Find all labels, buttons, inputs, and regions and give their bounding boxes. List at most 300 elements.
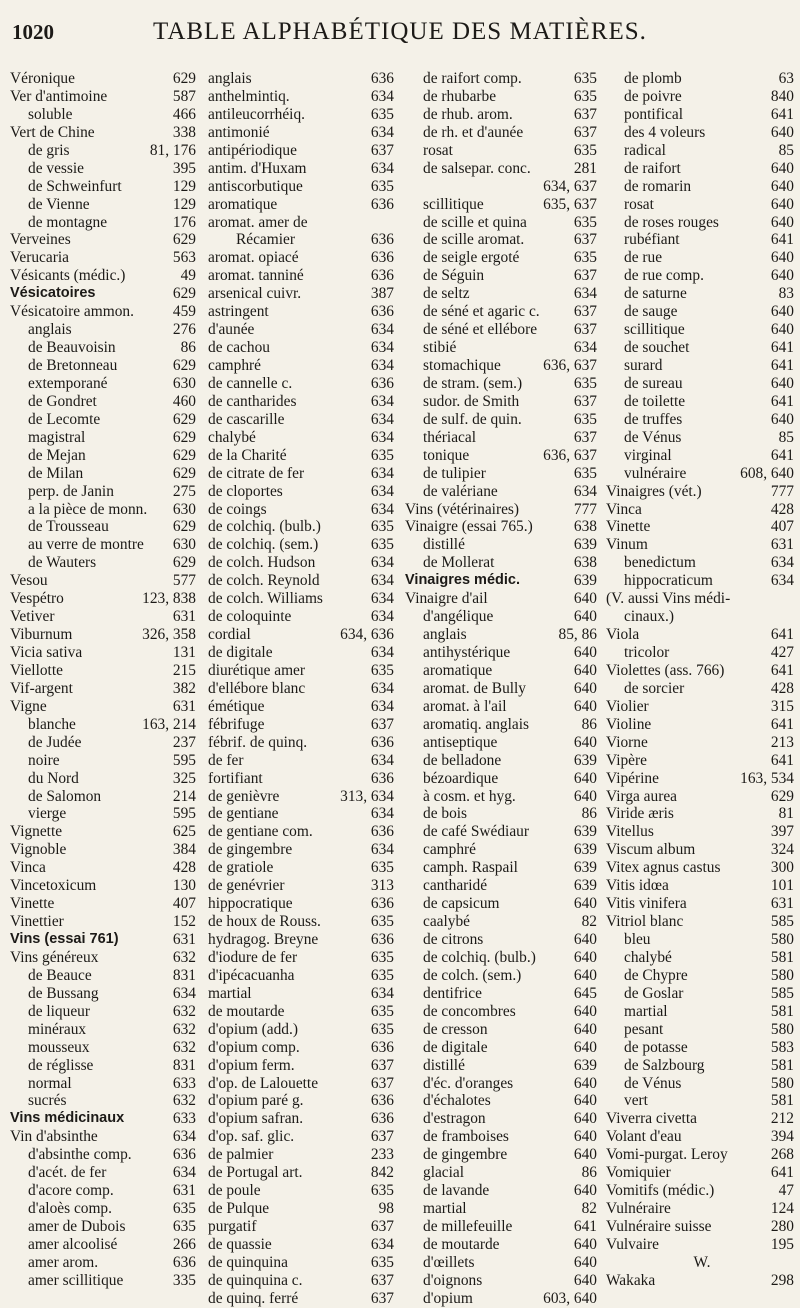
entry-term: de saturne (624, 285, 687, 303)
index-entry (10, 752, 200, 770)
entry-pages: 634 (370, 357, 394, 374)
entry-term: d'estragon (423, 1110, 486, 1128)
entry-term: Vulvaire (606, 1235, 659, 1253)
entry-pages: 47 (778, 1182, 794, 1200)
entry-pages: 636 (370, 231, 394, 249)
index-entry (10, 823, 200, 841)
entry-pages: 101 (770, 877, 794, 895)
index-entry (10, 518, 200, 536)
index-entry (606, 967, 798, 985)
entry-pages: 581 (770, 948, 794, 966)
entry-pages: 636, 637 (543, 446, 597, 464)
entry-term: Vinaigres médic. (405, 572, 520, 589)
index-entry (208, 249, 398, 267)
index-entry (208, 554, 398, 572)
entry-term: vert (624, 1092, 648, 1110)
index-entry (606, 913, 798, 931)
entry-term: Vitex agnus castus (606, 859, 721, 877)
index-entry (10, 590, 200, 608)
entry-pages: 195 (770, 1235, 794, 1253)
entry-term: d'opium (add.) (208, 1020, 298, 1038)
index-entry (606, 536, 798, 554)
entry-term: Virga aurea (606, 787, 678, 805)
entry-term: de tulipier (423, 464, 486, 482)
entry-term: de gratiole (208, 859, 274, 877)
entry-pages: 581 (770, 1092, 794, 1110)
entry-term: Viola (606, 626, 640, 644)
index-entry (208, 985, 398, 1003)
entry-term: bleu (624, 931, 651, 948)
entry-pages: 640 (573, 1253, 597, 1271)
entry-term: vulnéraire (624, 464, 687, 482)
entry-term: de gingembre (208, 841, 293, 859)
index-entry (606, 1057, 798, 1075)
entry-term: amer scillitique (28, 1271, 124, 1289)
index-entry (10, 1218, 200, 1236)
entry-pages: 634 (370, 697, 394, 715)
index-entry (208, 1254, 398, 1272)
index-entry (405, 303, 601, 321)
entry-term: blanche (28, 715, 76, 733)
entry-term: de Salomon (28, 787, 102, 805)
entry-pages: 640 (770, 410, 794, 428)
index-entry (208, 303, 398, 321)
entry-term: de millefeuille (423, 1218, 513, 1235)
entry-pages: 639 (573, 536, 597, 554)
entry-pages: 324 (770, 841, 794, 859)
entry-pages: 636 (370, 733, 394, 751)
entry-term: aromat. amer de (208, 213, 308, 231)
entry-term: Vin d'absinthe (10, 1128, 98, 1146)
entry-pages: 86 (581, 805, 597, 823)
index-entry (208, 1039, 398, 1057)
index-entry (606, 1146, 798, 1164)
index-entry (606, 626, 798, 644)
entry-term: Récamier (236, 231, 295, 249)
entry-term: tonique (423, 446, 470, 464)
entry-term: benedictum (624, 554, 696, 572)
index-entry (606, 178, 798, 196)
entry-term: de la Charité (208, 446, 287, 464)
index-entry (606, 70, 798, 88)
index-entry (606, 590, 798, 608)
entry-term: Volant d'eau (606, 1128, 682, 1146)
entry-pages: 635 (370, 105, 394, 123)
entry-term: Viorne (606, 733, 648, 751)
entry-pages: 635 (370, 518, 394, 536)
index-entry (10, 501, 200, 519)
index-entry (405, 196, 601, 214)
index-entry (405, 805, 601, 823)
index-entry (10, 429, 200, 447)
index-entry (606, 859, 798, 877)
entry-pages: 641 (573, 1218, 597, 1235)
entry-pages: 640 (573, 590, 597, 608)
entry-term: d'op. de Lalouette (208, 1074, 319, 1092)
entry-term: de liqueur (28, 1002, 90, 1020)
entry-pages: 632 (172, 1020, 196, 1038)
entry-term: d'op. saf. glic. (208, 1128, 295, 1146)
entry-pages: 427 (770, 644, 794, 661)
entry-term: de rue (624, 249, 663, 267)
index-entry (405, 1146, 601, 1164)
index-entry (405, 429, 601, 447)
entry-pages: 639 (573, 572, 597, 590)
entry-pages: 85 (778, 428, 794, 446)
index-entry (405, 734, 601, 752)
entry-term: martial (423, 1200, 467, 1218)
entry-pages: 587 (172, 87, 196, 105)
entry-pages: 394 (770, 1128, 794, 1146)
entry-pages: 641 (770, 339, 794, 357)
entry-term: antihystérique (423, 644, 511, 661)
entry-pages: 633 (172, 1074, 196, 1092)
entry-term: d'ipécacuanha (208, 966, 295, 984)
index-entry (208, 788, 398, 806)
entry-term: mousseux (28, 1038, 90, 1056)
entry-term: de plomb (624, 70, 682, 87)
entry-pages: 640 (573, 1110, 597, 1128)
entry-term: hippocratique (208, 895, 293, 913)
entry-term: magistral (28, 428, 86, 446)
entry-term: (V. aussi Vins médi- (606, 590, 731, 608)
index-entry (606, 931, 798, 949)
entry-pages: 629 (172, 285, 196, 303)
entry-pages: 629 (172, 410, 196, 428)
entry-pages: 637 (370, 1128, 394, 1146)
entry-term: antimonié (208, 123, 270, 141)
entry-term: Vins (vétérinaires) (405, 500, 520, 518)
entry-term: Vif-argent (10, 679, 73, 697)
index-entry (606, 770, 798, 788)
entry-term: de lavande (423, 1182, 490, 1200)
entry-term: de quinquina c. (208, 1271, 303, 1289)
entry-term: d'absinthe comp. (28, 1146, 132, 1164)
index-entry (208, 1200, 398, 1218)
index-entry (405, 1290, 601, 1308)
index-entry (606, 1003, 798, 1021)
entry-term: chalybé (208, 428, 256, 446)
index-entry (208, 895, 398, 913)
entry-term: Vinaigre (essai 765.) (405, 518, 533, 536)
index-entry (10, 931, 200, 949)
entry-pages: 640 (573, 1002, 597, 1020)
entry-pages: 85, 86 (558, 626, 597, 644)
index-entry (10, 877, 200, 895)
entry-term: de sureau (624, 374, 683, 392)
index-entry (10, 465, 200, 483)
index-entry (10, 1075, 200, 1093)
entry-pages: 631 (770, 895, 794, 913)
index-entry (405, 465, 601, 483)
entry-term: de truffes (624, 410, 683, 428)
index-entry (10, 608, 200, 626)
entry-term: de sulf. de quin. (423, 410, 522, 428)
entry-pages: 634 (370, 984, 394, 1002)
entry-pages: 636 (370, 1038, 394, 1056)
entry-pages: 639 (573, 859, 597, 877)
entry-term: Vipérine (606, 769, 659, 787)
index-entry (606, 1254, 798, 1272)
entry-term: Ver d'antimoine (10, 87, 108, 105)
entry-term: d'aunée (208, 321, 255, 339)
index-entry (405, 483, 601, 501)
index-entry (208, 805, 398, 823)
entry-pages: 634 (370, 392, 394, 410)
index-entry (405, 1254, 601, 1272)
entry-term: vierge (28, 805, 67, 823)
entry-term: de Salzbourg (624, 1056, 705, 1074)
entry-pages: 640 (573, 697, 597, 715)
index-entry (10, 447, 200, 465)
entry-pages: 637 (573, 303, 597, 321)
entry-term: Vulnéraire (606, 1200, 671, 1218)
entry-term: de cloportes (208, 482, 283, 500)
entry-term: Violine (606, 715, 652, 733)
entry-pages: 397 (770, 823, 794, 841)
index-entry (208, 465, 398, 483)
entry-term: martial (208, 984, 252, 1002)
index-entry (208, 124, 398, 142)
index-column-1 (10, 70, 200, 1289)
entry-term: de cachou (208, 339, 270, 357)
index-entry (208, 178, 398, 196)
entry-term: camphré (208, 357, 261, 374)
entry-pages: 82 (581, 1200, 597, 1218)
entry-term: Vinettier (10, 913, 64, 931)
index-entry (405, 447, 601, 465)
entry-term: Vignoble (10, 841, 67, 859)
index-entry (405, 1075, 601, 1093)
entry-term: scillitique (423, 195, 484, 213)
index-entry (10, 572, 200, 590)
index-entry (208, 823, 398, 841)
entry-term: Vésicatoire ammon. (10, 303, 134, 321)
entry-pages: 633 (172, 1110, 196, 1128)
index-entry (606, 285, 798, 303)
entry-term: sudor. de Smith (423, 392, 520, 410)
entry-term: de colchiq. (sem.) (208, 536, 319, 554)
entry-term: de sauge (624, 303, 678, 321)
index-entry (208, 1092, 398, 1110)
index-entry (405, 1021, 601, 1039)
page-header (0, 14, 800, 54)
entry-term: de rh. et d'aunée (423, 123, 524, 141)
entry-pages: 635 (370, 446, 394, 464)
index-entry (606, 877, 798, 895)
entry-term: d'oignons (423, 1271, 483, 1289)
entry-term: Vinca (606, 500, 642, 518)
page-number: 1020 (12, 20, 54, 44)
entry-pages: 636 (370, 195, 394, 213)
entry-pages: 382 (172, 679, 196, 697)
entry-term: caalybé (423, 913, 470, 931)
entry-pages: 581 (770, 1056, 794, 1074)
entry-term: de scille et quina (423, 213, 527, 231)
entry-term: Vulnéraire suisse (606, 1218, 712, 1235)
entry-term: anglais (423, 626, 467, 644)
index-entry (208, 1003, 398, 1021)
entry-pages: 635 (573, 141, 597, 159)
entry-pages: 595 (172, 805, 196, 823)
index-entry (10, 805, 200, 823)
entry-term: Véronique (10, 70, 75, 87)
index-entry (405, 285, 601, 303)
entry-term: aromat. tanniné (208, 267, 304, 285)
entry-term: de Beauvoisin (28, 339, 116, 357)
entry-term: Violier (606, 697, 649, 715)
index-entry (606, 805, 798, 823)
entry-term: d'opium safran. (208, 1110, 304, 1128)
index-entry (405, 1272, 601, 1290)
index-entry (10, 483, 200, 501)
entry-pages: 629 (172, 70, 196, 87)
entry-pages: 640 (573, 644, 597, 661)
index-entry (208, 518, 398, 536)
index-entry (405, 249, 601, 267)
index-entry (10, 357, 200, 375)
index-entry (208, 483, 398, 501)
index-entry (10, 1272, 200, 1290)
entry-pages: 635 (573, 374, 597, 392)
index-entry (405, 339, 601, 357)
entry-pages: 313 (370, 877, 394, 895)
index-entry (606, 554, 798, 572)
entry-term: antiseptique (423, 733, 498, 751)
index-entry (10, 985, 200, 1003)
entry-term: minéraux (28, 1020, 87, 1038)
entry-pages: 268 (770, 1146, 794, 1164)
entry-term: d'acore comp. (28, 1182, 114, 1200)
index-entry (10, 70, 200, 88)
entry-pages: 640 (770, 159, 794, 177)
entry-pages: 280 (770, 1218, 794, 1235)
index-entry (606, 429, 798, 447)
entry-term: astringent (208, 303, 269, 321)
entry-term: du Nord (28, 769, 79, 787)
entry-term: de rhubarbe (423, 87, 497, 105)
index-entry (606, 1075, 798, 1093)
entry-term: d'iodure de fer (208, 948, 298, 966)
index-entry (10, 1110, 200, 1128)
entry-pages: 585 (770, 984, 794, 1002)
entry-term: des 4 voleurs (624, 123, 706, 141)
index-entry (405, 1128, 601, 1146)
index-entry (606, 716, 798, 734)
entry-term: de citrate de fer (208, 464, 305, 482)
entry-pages: 634 (172, 1128, 196, 1146)
entry-pages: 629 (172, 554, 196, 572)
entry-pages: 634 (370, 608, 394, 626)
entry-pages: 640 (573, 1182, 597, 1200)
entry-pages: 315 (770, 697, 794, 715)
entry-term: de cascarille (208, 410, 285, 428)
entry-pages: 640 (573, 1271, 597, 1289)
index-entry (10, 1057, 200, 1075)
index-entry (10, 1236, 200, 1254)
entry-term: de poivre (624, 87, 682, 105)
entry-term: soluble (28, 105, 73, 123)
index-entry (405, 411, 601, 429)
index-entry (10, 626, 200, 644)
entry-pages: 583 (770, 1038, 794, 1056)
index-entry (405, 1092, 601, 1110)
entry-term: émétique (208, 697, 265, 715)
entry-term: de citrons (423, 931, 484, 948)
entry-pages: 636 (370, 1092, 394, 1110)
entry-term: d'ellébore blanc (208, 679, 306, 697)
entry-term: de Vienne (28, 195, 90, 213)
index-entry (208, 1128, 398, 1146)
entry-term: normal (28, 1074, 72, 1092)
index-entry (405, 913, 601, 931)
entry-term: de Mollerat (423, 554, 495, 572)
entry-term: virginal (624, 446, 672, 464)
entry-pages: 466 (172, 105, 196, 123)
entry-term: diurétique amer (208, 661, 306, 679)
entry-pages: 636 (370, 1110, 394, 1128)
entry-term: sucrés (28, 1092, 67, 1110)
entry-pages: 629 (172, 428, 196, 446)
entry-pages: 635 (573, 87, 597, 105)
entry-term: de Gondret (28, 392, 97, 410)
entry-pages: 640 (573, 895, 597, 913)
entry-pages: 603, 640 (543, 1289, 597, 1307)
entry-pages: 428 (770, 500, 794, 518)
entry-term: Vésicants (médic.) (10, 267, 126, 285)
entry-pages: 326, 358 (142, 626, 196, 644)
entry-term: de Goslar (624, 984, 684, 1002)
index-entry (606, 734, 798, 752)
index-entry (208, 1236, 398, 1254)
index-entry (208, 698, 398, 716)
index-entry (606, 572, 798, 590)
entry-pages: 641 (770, 357, 794, 374)
entry-term: d'opium comp. (208, 1038, 300, 1056)
entry-pages: 63 (778, 70, 794, 87)
entry-pages: 636 (172, 1253, 196, 1271)
index-entry (405, 1110, 601, 1128)
entry-pages: 637 (573, 321, 597, 339)
entry-pages: 625 (172, 823, 196, 841)
entry-pages: 300 (770, 859, 794, 877)
entry-term: antileucorrhéiq. (208, 105, 306, 123)
entry-term: de gentiane com. (208, 823, 313, 841)
index-entry (208, 913, 398, 931)
entry-term: de potasse (624, 1038, 688, 1056)
index-entry (606, 698, 798, 716)
entry-term: stomachique (423, 357, 501, 374)
entry-pages: 634 (370, 679, 394, 697)
entry-pages: 585 (770, 913, 794, 931)
entry-term: de salsepar. conc. (423, 159, 531, 177)
entry-term: de coings (208, 500, 267, 518)
index-entry (405, 841, 601, 859)
entry-pages: 631 (172, 608, 196, 626)
index-entry (10, 913, 200, 931)
index-entry (10, 859, 200, 877)
entry-pages: 636 (370, 931, 394, 948)
entry-pages: 636, 637 (543, 357, 597, 374)
index-entry (606, 321, 798, 339)
entry-term: camph. Raspail (423, 859, 518, 877)
index-entry (208, 1272, 398, 1290)
entry-pages: 635 (573, 464, 597, 482)
entry-pages: 640 (573, 1235, 597, 1253)
index-entry (208, 196, 398, 214)
entry-term: de Schweinfurt (28, 177, 122, 195)
entry-term: de café Swédiaur (423, 823, 529, 841)
